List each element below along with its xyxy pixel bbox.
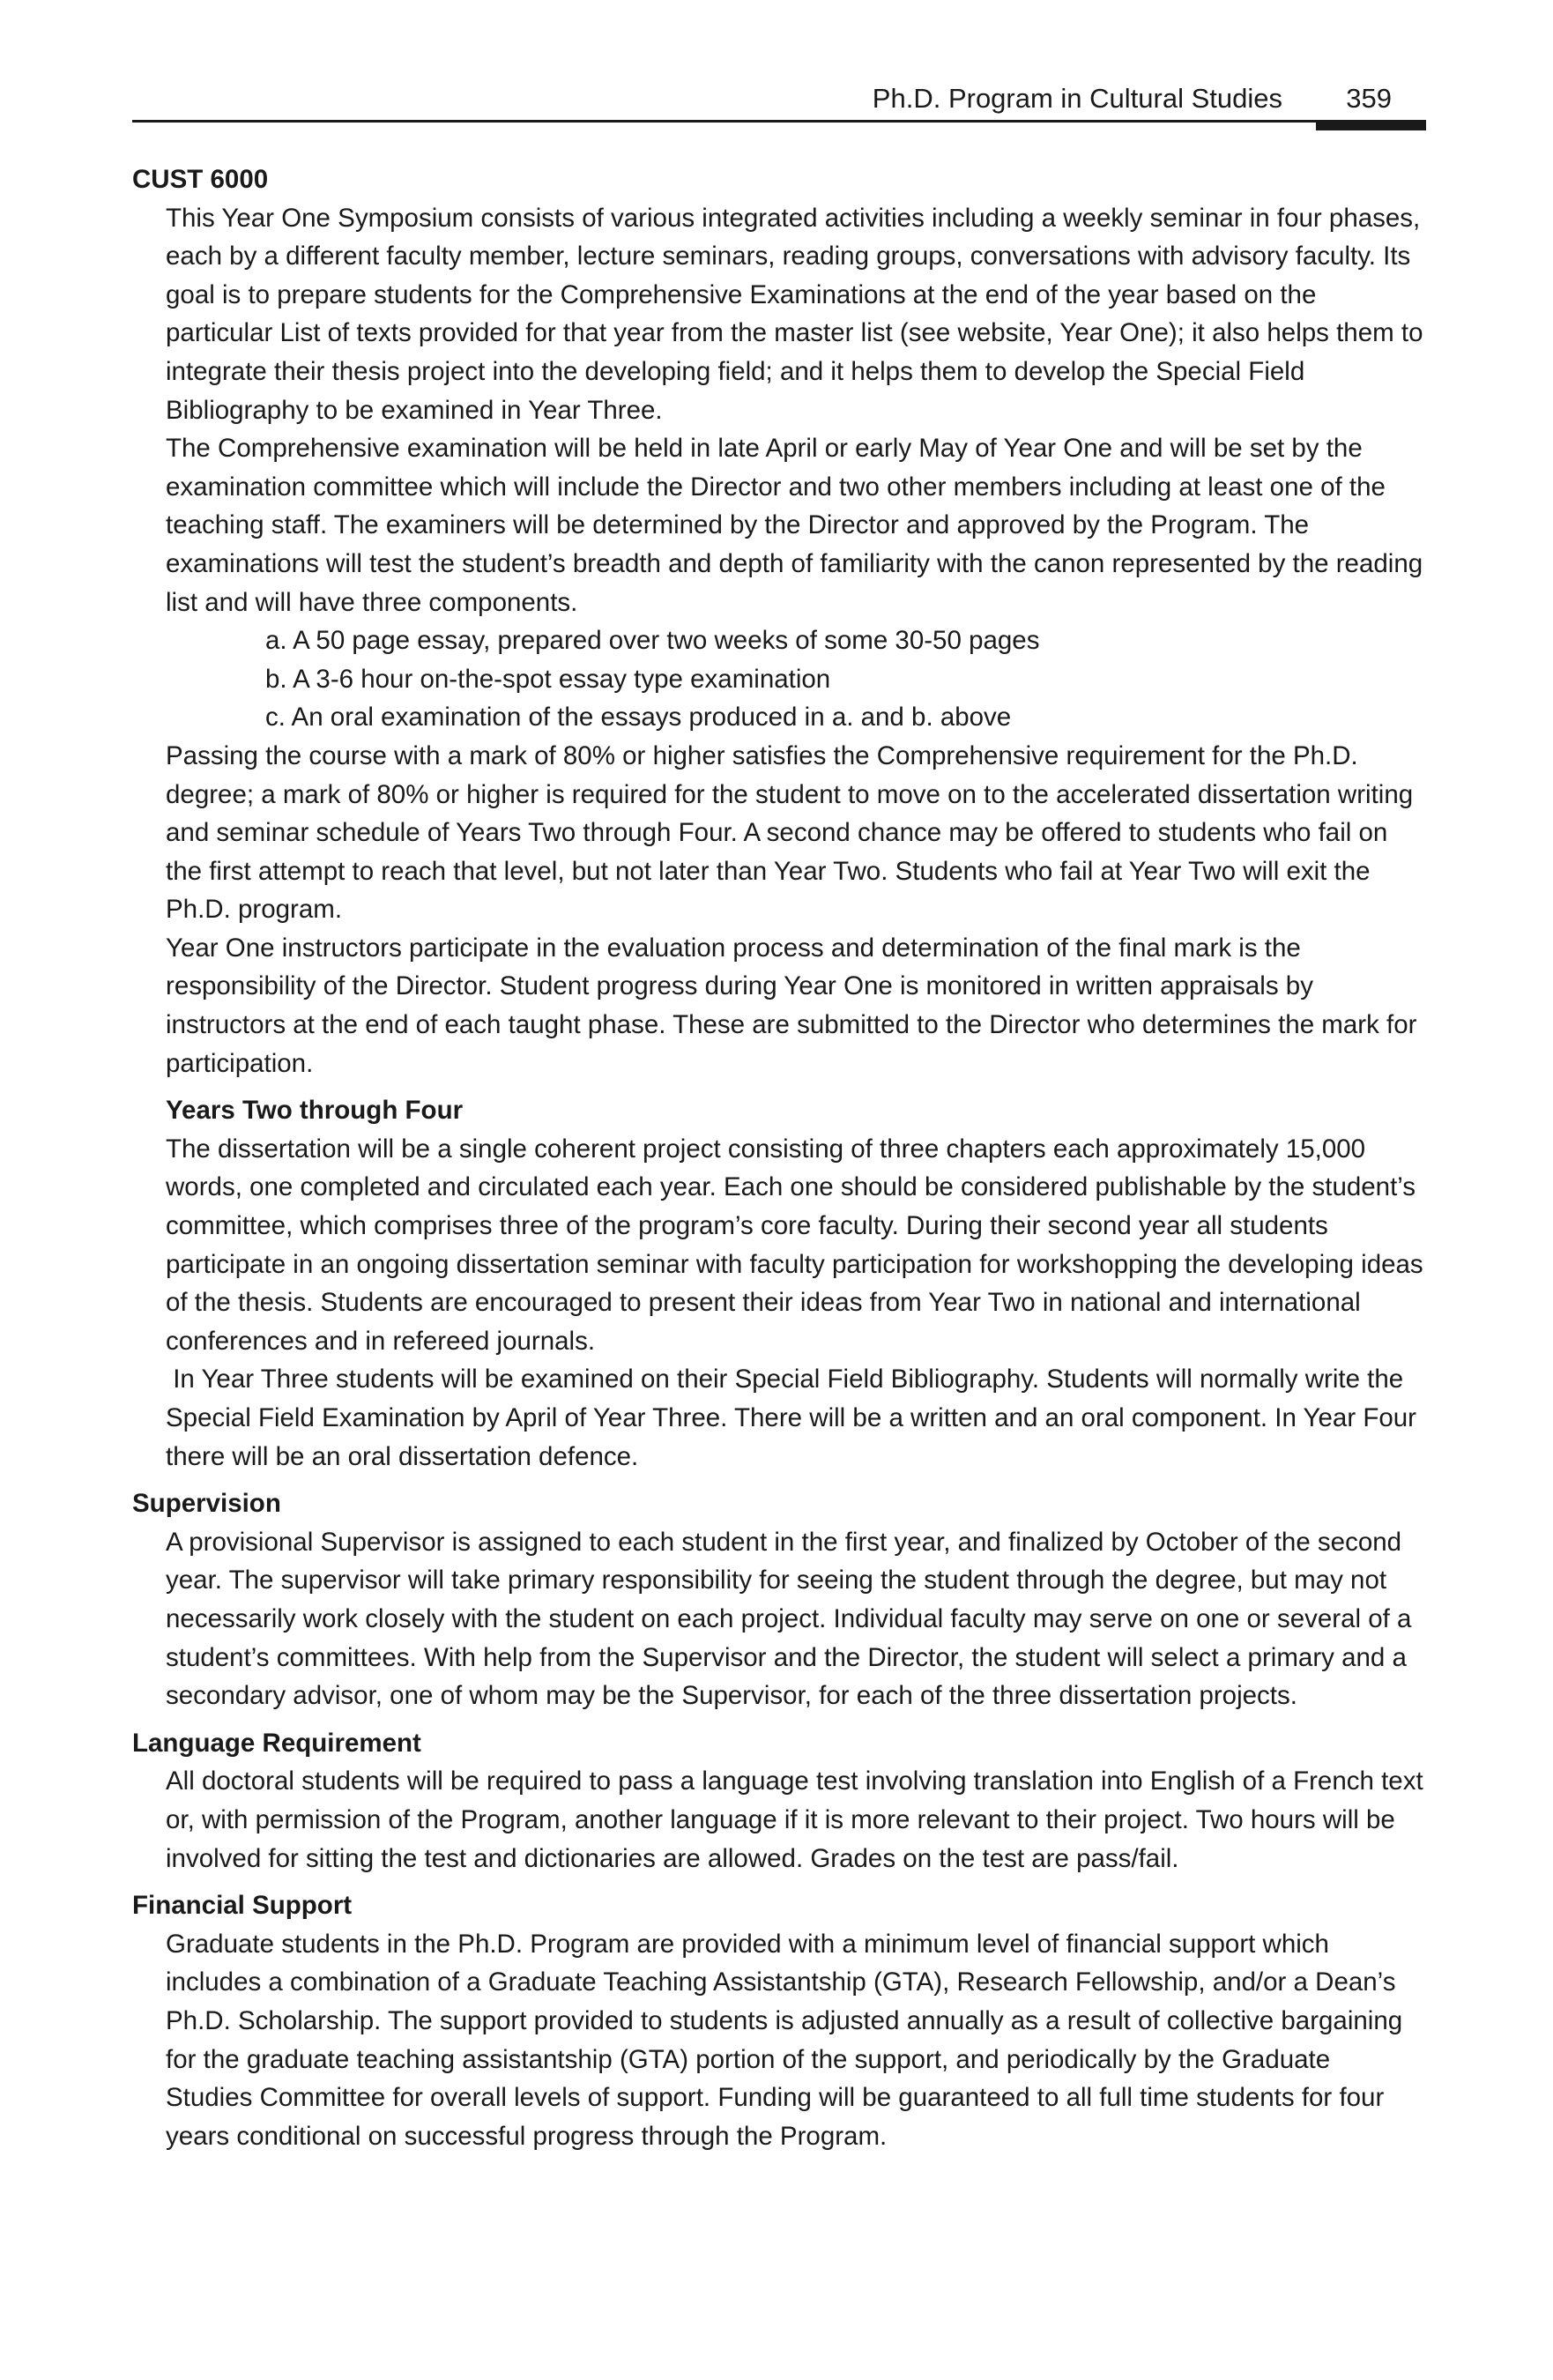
section-heading-cust-6000: CUST 6000 <box>132 165 269 194</box>
running-header <box>132 81 1423 132</box>
paragraph: This Year One Symposium consists of various integrated activities including a weekly seminar in four phases, each by a different faculty member, lecture seminars, reading groups, conversations with advisory faculty. Its goal is to prepare students for the Comprehensive Examinations at the end of the year based on the particular List of texts provided for that year from the master list (see website, Year One); it also helps them to integrate their thesis project into the developing field; and it helps them to develop the Special Field Bibliography to be examined in Year Three. <box>166 203 1430 425</box>
list-item: a. A 50 page essay, prepared over two weeks of some 30-50 pages <box>265 626 1040 656</box>
section-supervision <box>132 1484 1423 1715</box>
paragraph: The Comprehensive examination will be held in late April or early May of Year One and will be set by the examination committee which will include the Director and two other members including at least one of the teaching staff. The examiners will be determined by the Director and approved by the Program. The examinations will test the student’s breadth and depth of familiarity with the canon represented by the reading list and will have three components. <box>166 434 1430 617</box>
page-content <box>132 160 1430 2155</box>
header-rule <box>132 120 1423 123</box>
paragraph: A provisional Supervisor is assigned to each student in the first year, and finalized by October of the second year. The supervisor will take primary responsibility for seeing the student through the degree, but may not necessarily work closely with the student on each project. Individual faculty may serve on one or several of a student’s committees. With help from the Supervisor and the Director, the student will select a primary and a secondary advisor, one of whom may be the Supervisor, for each of the three dissertation projects. <box>166 1527 1419 1711</box>
section-years-two-through-four <box>132 1091 1430 1476</box>
section-heading-financial-support: Financial Support <box>132 1891 353 1921</box>
paragraph: Passing the course with a mark of 80% or higher satisfies the Comprehensive requirement for the Ph.D. degree; a mark of 80% or higher is required for the student to move on to the accelerated dissertation writing and seminar schedule of Years Two through Four. A second chance may be offered to students who fail on the first attempt to reach that level, but not later than Year Two. Students who fail at Year Two will exit the Ph.D. program. <box>166 740 1421 925</box>
paragraph: Graduate students in the Ph.D. Program are provided with a minimum level of financial support which includes a combination of a Graduate Teaching Assistantship (GTA), Research Fellowship, and/or a Dean’s Ph.D. Scholarship. The support provided to students is adjusted annually as a result of collective bargaining for the graduate teaching assistantship (GTA) portion of the support, and periodically by the Graduate Studies Committee for overall levels of support. Funding will be guaranteed to all full time students for four years conditional on successful progress through the Program. <box>166 1929 1410 2151</box>
section-financial-support <box>132 1886 1423 2155</box>
list-item: c. An oral examination of the essays produced in a. and b. above <box>265 703 1012 733</box>
paragraph: The dissertation will be a single coherent project consisting of three chapters each approximately 15,000 words, one completed and circulated each year. Each one should be considered publishable by the student’s committee, which comprises three of the program’s core faculty. During their second year all students participate in an ongoing dissertation seminar with faculty participation for workshopping the developing ideas of the thesis. Students are encouraged to present their ideas from Year Two in national and international conferences and in refereed journals. <box>166 1134 1430 1356</box>
subsection-heading-years-two-four: Years Two through Four <box>166 1096 464 1126</box>
running-header-title: Ph.D. Program in Cultural Studies <box>872 83 1282 114</box>
section-language-requirement <box>132 1724 1430 1878</box>
paragraph: Year One instructors participate in the evaluation process and determination of the final mark is the responsibility of the Director. Student progress during Year One is monitored in written appraisals by instructors at the end of each taught phase. These are submitted to the Director who determines the mark for participation. <box>166 933 1424 1078</box>
section-heading-language-requirement: Language Requirement <box>132 1728 421 1758</box>
document-page <box>132 0 1430 2380</box>
section-heading-supervision: Supervision <box>132 1489 281 1519</box>
paragraph: In Year Three students will be examined on their Special Field Bibliography. Students will normally write the Special Field Examination by April of Year Three. There will be a written and an oral component. In Year Four there will be an oral dissertation defence. <box>166 1365 1424 1471</box>
paragraph: All doctoral students will be required to pass a language test involving translation into English of a French text or, with permission of the Program, another language if it is more relevant to their project. Two hours will be involved for sitting the test and dictionaries are allowed. Grades on the test are pass/fail. <box>166 1766 1430 1873</box>
page-number: 359 <box>1346 83 1392 114</box>
list-item: b. A 3-6 hour on-the-spot essay type examination <box>265 664 831 694</box>
header-thumb-tab <box>1316 120 1426 130</box>
section-cust-6000 <box>132 160 1430 1082</box>
